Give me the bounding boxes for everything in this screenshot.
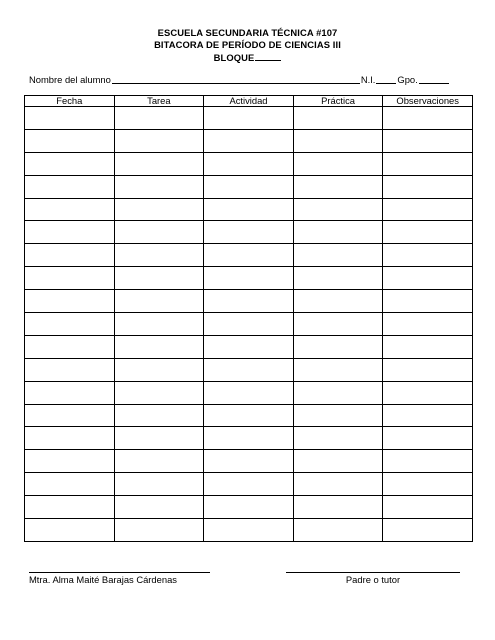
column-header-tarea: Tarea (114, 96, 204, 107)
table-cell (25, 267, 115, 290)
table-cell (25, 107, 115, 130)
table-row (25, 473, 473, 496)
table-row (25, 358, 473, 381)
table-cell (204, 404, 294, 427)
table-cell (383, 519, 473, 542)
block-line (0, 51, 495, 64)
column-header-observaciones: Observaciones (383, 96, 473, 107)
table-cell (25, 519, 115, 542)
table-cell (383, 450, 473, 473)
school-name: ESCUELA SECUNDARIA TÉCNICA #107 (157, 27, 338, 38)
table-cell (383, 244, 473, 267)
table-cell (25, 152, 115, 175)
table-cell (114, 221, 204, 244)
table-cell (114, 244, 204, 267)
table-cell (204, 313, 294, 336)
table-cell (383, 427, 473, 450)
table-cell (114, 473, 204, 496)
table-cell (293, 519, 383, 542)
table-cell (204, 267, 294, 290)
table-cell (293, 152, 383, 175)
table-cell (293, 473, 383, 496)
document-header (0, 27, 495, 64)
table-cell (114, 129, 204, 152)
block-blank (255, 51, 281, 61)
table-cell (25, 381, 115, 404)
table-cell (383, 152, 473, 175)
column-header-fecha: Fecha (25, 96, 115, 107)
group-blank (419, 74, 449, 84)
table-cell (25, 358, 115, 381)
table-row (25, 198, 473, 221)
table-cell (383, 129, 473, 152)
table-cell (383, 404, 473, 427)
student-name-blank (112, 74, 360, 84)
table-cell (293, 335, 383, 358)
table-row (25, 267, 473, 290)
table-row (25, 290, 473, 313)
table-row (25, 450, 473, 473)
table-cell (293, 381, 383, 404)
table-body (25, 107, 473, 542)
table-cell (383, 313, 473, 336)
table-cell (114, 496, 204, 519)
table-cell (204, 427, 294, 450)
table-cell (293, 496, 383, 519)
table-row (25, 519, 473, 542)
table-cell (204, 107, 294, 130)
block-label: BLOQUE (213, 52, 255, 63)
table-cell (114, 381, 204, 404)
table-cell (114, 358, 204, 381)
table-cell (293, 107, 383, 130)
table-cell (114, 335, 204, 358)
table-row (25, 404, 473, 427)
table-cell (25, 450, 115, 473)
table-cell (25, 313, 115, 336)
table-row (25, 244, 473, 267)
table-cell (204, 175, 294, 198)
table-cell (25, 473, 115, 496)
teacher-signature: Mtra. Alma Maité Barajas Cárdenas (29, 572, 210, 586)
table-cell (25, 290, 115, 313)
table-cell (293, 427, 383, 450)
table-cell (204, 381, 294, 404)
table-cell (204, 290, 294, 313)
table-cell (383, 473, 473, 496)
table-cell (293, 175, 383, 198)
ni-label: N.I. (360, 74, 376, 85)
table-cell (293, 267, 383, 290)
table-cell (114, 290, 204, 313)
student-info-line (29, 73, 459, 85)
table-row (25, 221, 473, 244)
table-cell (204, 358, 294, 381)
table-row (25, 175, 473, 198)
table-cell (204, 335, 294, 358)
group-label: Gpo. (397, 74, 418, 85)
table-cell (114, 107, 204, 130)
table-cell (293, 450, 383, 473)
log-title: BITACORA DE PERÍODO DE CIENCIAS III (154, 39, 341, 50)
table-row (25, 335, 473, 358)
table-cell (25, 198, 115, 221)
table-row (25, 129, 473, 152)
table-row (25, 152, 473, 175)
table-cell (204, 198, 294, 221)
table-row (25, 313, 473, 336)
table-row (25, 107, 473, 130)
column-header-practica: Práctica (293, 96, 383, 107)
table-cell (114, 427, 204, 450)
table-cell (25, 221, 115, 244)
table-cell (293, 198, 383, 221)
table-cell (293, 244, 383, 267)
table-cell (114, 313, 204, 336)
table-cell (204, 244, 294, 267)
table-cell (204, 129, 294, 152)
table-cell (114, 152, 204, 175)
table-row (25, 427, 473, 450)
table-cell (293, 129, 383, 152)
table-header-row (25, 96, 473, 107)
table-cell (204, 496, 294, 519)
table-cell (204, 519, 294, 542)
table-cell (25, 175, 115, 198)
log-table (24, 95, 473, 542)
table-cell (25, 335, 115, 358)
table-cell (293, 404, 383, 427)
table-cell (383, 107, 473, 130)
table-cell (383, 267, 473, 290)
table-cell (114, 404, 204, 427)
table-cell (293, 221, 383, 244)
ni-blank (376, 74, 396, 84)
table-cell (25, 129, 115, 152)
table-cell (383, 175, 473, 198)
table-cell (383, 335, 473, 358)
table-cell (293, 290, 383, 313)
table-cell (383, 496, 473, 519)
table-cell (25, 427, 115, 450)
table-cell (114, 175, 204, 198)
table-cell (383, 290, 473, 313)
column-header-actividad: Actividad (204, 96, 294, 107)
table-cell (204, 450, 294, 473)
parent-signature: Padre o tutor (286, 572, 460, 586)
table-cell (293, 313, 383, 336)
table-cell (383, 198, 473, 221)
table-cell (25, 496, 115, 519)
student-name-label: Nombre del alumno (29, 74, 111, 85)
table-cell (114, 267, 204, 290)
table-cell (25, 404, 115, 427)
table-cell (114, 198, 204, 221)
table-cell (114, 450, 204, 473)
table-cell (383, 221, 473, 244)
table-cell (383, 381, 473, 404)
table-row (25, 496, 473, 519)
table-cell (114, 519, 204, 542)
table-cell (204, 152, 294, 175)
table-cell (204, 473, 294, 496)
table-row (25, 381, 473, 404)
table-cell (383, 358, 473, 381)
table-cell (204, 221, 294, 244)
table-cell (293, 358, 383, 381)
table-cell (25, 244, 115, 267)
